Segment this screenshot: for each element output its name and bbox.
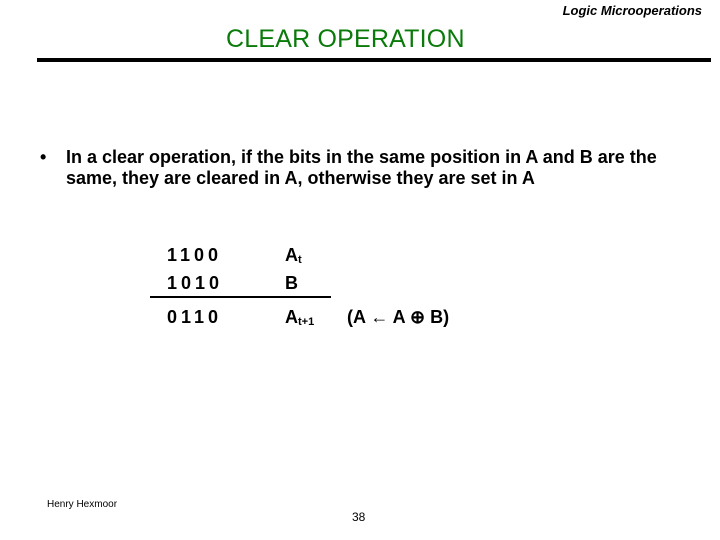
bits-row-1: 1100	[167, 245, 223, 265]
bullet-marker: •	[40, 147, 47, 167]
page-number: 38	[352, 510, 366, 524]
author-name: Henry Hexmoor	[47, 499, 118, 510]
result-line	[150, 296, 331, 298]
label-row-1	[285, 245, 302, 266]
label-row-2: B	[285, 273, 298, 293]
operation-formula: (A ← A ⊕ B)	[347, 307, 450, 327]
bullet-point	[40, 147, 660, 189]
label-row-1-sub: t	[298, 254, 302, 266]
slide-title: CLEAR OPERATION	[226, 25, 465, 53]
bullet-text: In a clear operation, if the bits in the same position in A and B are the same, they are cleared in A, otherwise they are set in A	[66, 147, 657, 188]
label-row-3-sub: t+1	[298, 316, 315, 328]
bits-row-2: 1010	[167, 273, 224, 293]
title-divider	[37, 58, 711, 62]
label-row-1-main: A	[285, 245, 298, 265]
label-row-3	[285, 307, 314, 328]
label-row-3-main: A	[285, 307, 298, 327]
bits-row-3: 0110	[167, 307, 223, 327]
section-title: Logic Microoperations	[562, 3, 702, 18]
